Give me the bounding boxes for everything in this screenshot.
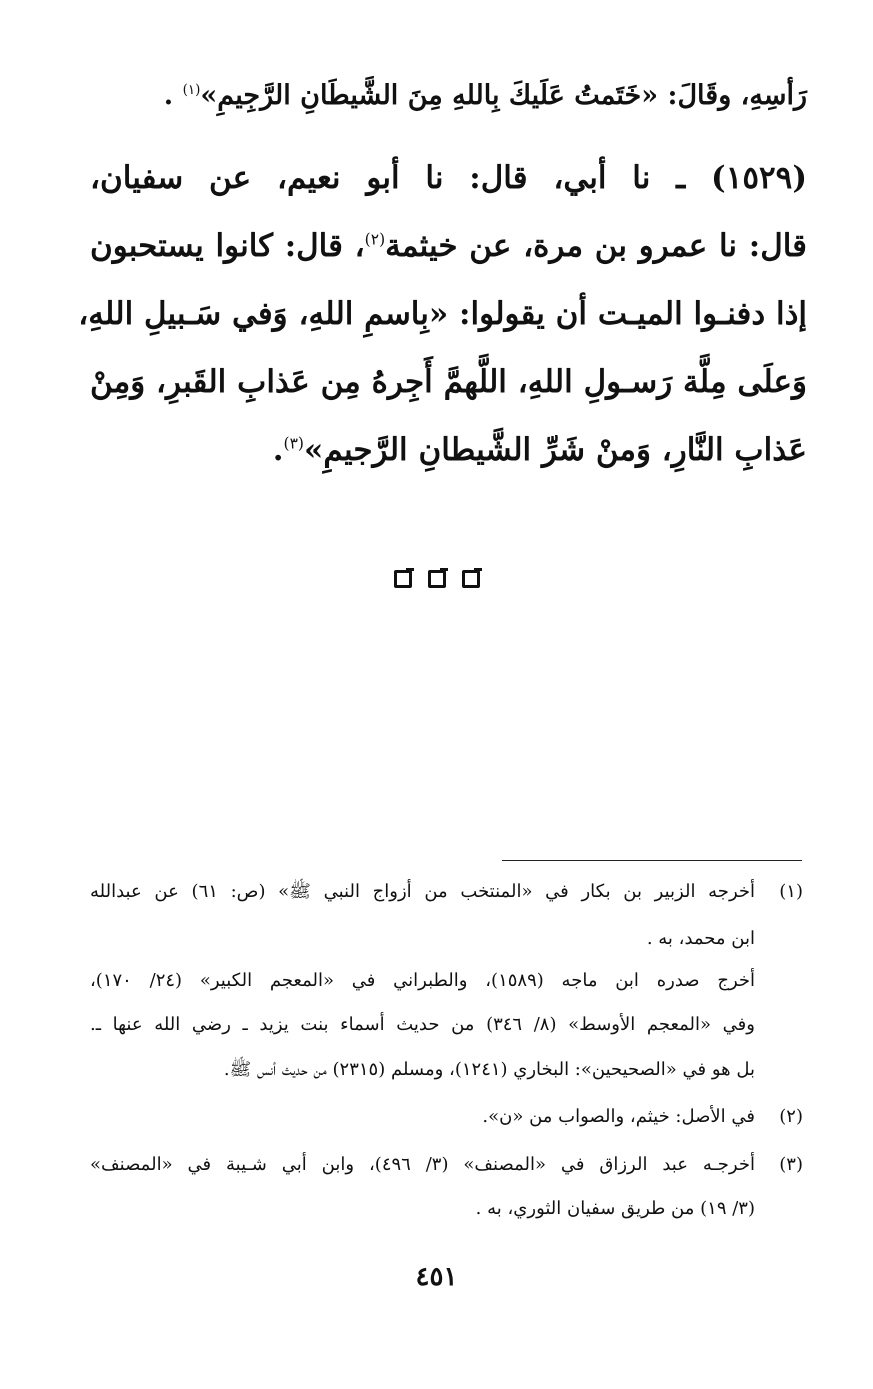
footnote-ref-2: (٢) [364, 230, 386, 249]
footnote-2 [90, 1106, 803, 1127]
lead-line-end: . [163, 80, 183, 111]
footnote-3-text: أخرجـه عبد الرزاق في «المصنف» (٣/ ٤٩٦)، وابن أبي شـيبة في «المصنف» [90, 1154, 755, 1175]
section-separator [0, 570, 873, 588]
footnote-ref-1: (١) [182, 82, 201, 98]
footnote-2-number: (٢) [779, 1106, 803, 1127]
footnote-1-line-2: ابن محمد، به . [646, 928, 755, 949]
hadith-line-5-end: . [272, 432, 284, 468]
footnote-ref-3: (٣) [283, 434, 304, 453]
separator-square-icon [462, 570, 480, 588]
footnote-1-line-5: بل هو في «الصحيحين»: البخاري (١٢٤١)، ومسلم (٢٣١٥) من حديث أنس ﷺ. [223, 1059, 755, 1080]
footnote-3-line-2: (٣/ ١٩) من طريق سفيان الثوري، به . [475, 1198, 755, 1219]
separator-square-icon [428, 570, 446, 588]
hadith-line-2-part-b: ، قال: كانوا يستحبون [90, 228, 365, 264]
hadith-line-4: وَعلَى مِلَّة رَسـولِ اللهِ، اللَّهمَّ أَجِرهُ مِن عَذابِ القَبرِ، وَمِنْ [90, 364, 807, 400]
separator-square-icon [394, 570, 412, 588]
footnote-1-number: (١) [779, 881, 803, 902]
hadith-line-5-part-a: عَذابِ النَّارِ، وَمنْ شَرِّ الشَّيطانِ الرَّجيمِ» [303, 432, 807, 468]
lead-line-text: رَأسِهِ، وقَالَ: «خَتَمتُ عَلَيكَ بِاللهِ مِنَ الشَّيطَانِ الرَّجِيمِ» [200, 80, 807, 111]
footnote-1-text: أخرجه الزبير بن بكار في «المنتخب من أزواج النبي ﷺ» (ص: ٦١) عن عبدالله [90, 881, 755, 902]
footnote-3-line-1 [90, 1154, 803, 1175]
hadith-line-5 [90, 432, 807, 468]
footnote-1-line-4: وفي «المعجم الأوسط» (٨/ ٣٤٦) من حديث أسماء بنت يزيد ـ رضي الله عنها ـ. [90, 1014, 755, 1035]
footnote-1-line-1 [90, 880, 803, 906]
hadith-line-2-part-a: قال: نا عمرو بن مرة، عن خيثمة [385, 228, 807, 264]
hadith-line-1: (١٥٢٩) ـ نا أبي، قال: نا أبو نعيم، عن سفيان، [90, 160, 807, 196]
lead-line [90, 80, 807, 111]
footnote-divider [502, 860, 802, 861]
footnote-1-line-3: أخرج صدره ابن ماجه (١٥٨٩)، والطبراني في «المعجم الكبير» (٢٤/ ١٧٠)، [90, 970, 756, 991]
footnote-2-text: في الأصل: خيثم، والصواب من «ن». [482, 1106, 755, 1127]
footnote-3-number: (٣) [779, 1154, 803, 1175]
page-number: ٤٥١ [415, 1262, 458, 1292]
hadith-line-2 [90, 228, 807, 264]
hadith-line-3: إذا دفنـوا الميـت أن يقولوا: «بِاسمِ اللهِ، وَفي سَـبيلِ اللهِ، [78, 296, 807, 332]
